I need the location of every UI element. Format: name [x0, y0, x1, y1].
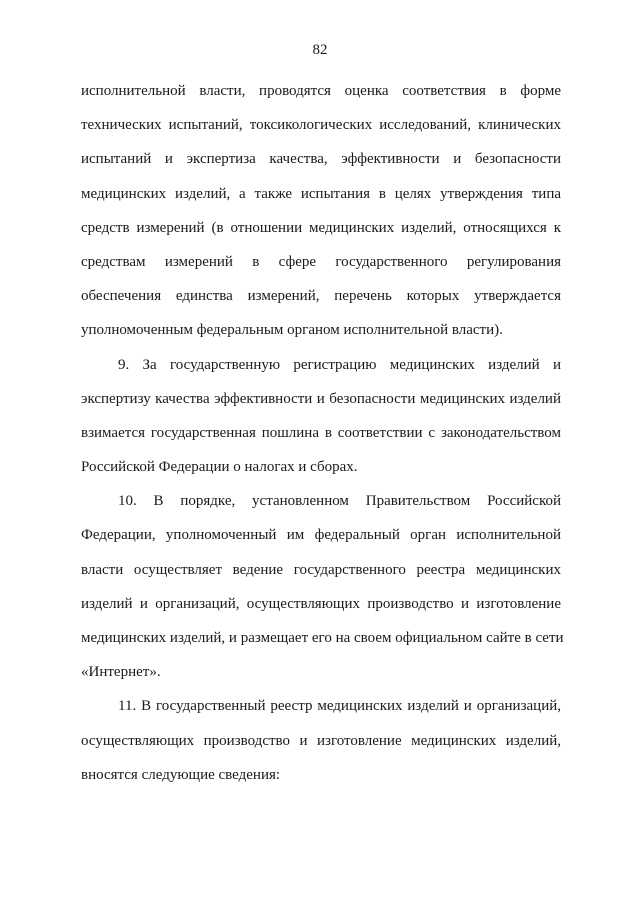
text-line: 10. В порядке, установленном Правительством Российской: [118, 493, 561, 510]
text-line: средствам измерений в сфере государственного регулирования: [81, 253, 561, 270]
paragraph: [81, 484, 564, 689]
text-line: уполномоченным федеральным органом исполнительной власти).: [81, 322, 503, 339]
text-line: 11. В государственный реестр медицинских изделий и организаций,: [118, 698, 561, 715]
text-line: вносятся следующие сведения:: [81, 766, 281, 783]
text-line: осуществляющих производство и изготовление медицинских изделий,: [81, 732, 561, 749]
text-line: изделий и организаций, осуществляющих производство и изготовление: [81, 595, 561, 612]
text-line: обеспечения единства измерений, перечень которых утверждается: [81, 288, 561, 305]
text-line: испытаний и экспертиза качества, эффективности и безопасности: [81, 151, 561, 168]
text-line: экспертизу качества эффективности и безопасности медицинских изделий: [81, 390, 561, 407]
text-line: Федерации, уполномоченный им федеральный орган исполнительной: [81, 527, 561, 544]
page-number: 82: [312, 42, 328, 58]
text-line: власти осуществляет ведение государственного реестра медицинских: [81, 561, 561, 578]
text-line: взимается государственная пошлина в соответствии с законодательством: [81, 424, 561, 441]
document-body: [81, 74, 564, 792]
text-line: медицинских изделий, и размещает его на своем официальном сайте в сети: [81, 630, 564, 646]
text-line: средств измерений (в отношении медицинских изделий, относящихся к: [81, 219, 561, 236]
paragraph: [81, 348, 561, 485]
text-line: медицинских изделий, а также испытания в целях утверждения типа: [81, 185, 561, 202]
text-line: Российской Федерации о налогах и сборах.: [81, 459, 358, 476]
paragraph: [81, 689, 561, 792]
paragraph: [81, 74, 561, 348]
text-line: «Интернет».: [81, 664, 161, 681]
text-line: исполнительной власти, проводятся оценка соответствия в форме: [81, 83, 561, 99]
text-line: технических испытаний, токсикологических исследований, клинических: [81, 117, 561, 134]
text-line: 9. За государственную регистрацию медицинских изделий и: [118, 356, 561, 373]
